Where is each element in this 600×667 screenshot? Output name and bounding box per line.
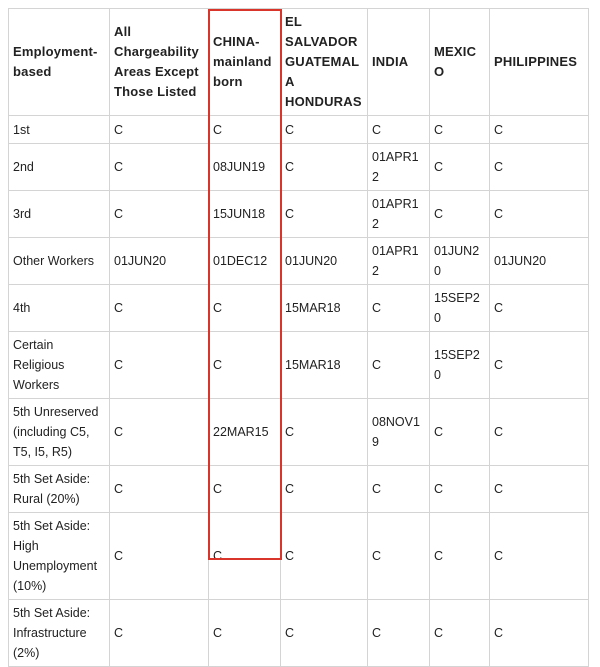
table-cell: C bbox=[281, 116, 368, 144]
header-india: INDIA bbox=[368, 9, 430, 116]
table-cell: C bbox=[281, 399, 368, 466]
table-cell: C bbox=[368, 513, 430, 600]
table-cell: 01APR12 bbox=[368, 238, 430, 285]
table-row bbox=[9, 116, 589, 144]
row-label: 5th Set Aside: Rural (20%) bbox=[9, 466, 110, 513]
table-row bbox=[9, 466, 589, 513]
table-cell: C bbox=[110, 466, 209, 513]
table-cell: C bbox=[110, 600, 209, 667]
table-cell: C bbox=[490, 399, 589, 466]
row-label: 5th Set Aside: Infrastructure (2%) bbox=[9, 600, 110, 667]
table-cell: C bbox=[209, 116, 281, 144]
table-cell: 15SEP20 bbox=[430, 285, 490, 332]
table-row bbox=[9, 513, 589, 600]
row-label: Other Workers bbox=[9, 238, 110, 285]
table-cell: C bbox=[368, 285, 430, 332]
row-label: 4th bbox=[9, 285, 110, 332]
table-cell: 01DEC12 bbox=[209, 238, 281, 285]
header-row bbox=[9, 9, 589, 116]
header-employment-based: Employment-based bbox=[9, 9, 110, 116]
table-cell: C bbox=[490, 513, 589, 600]
table-row bbox=[9, 144, 589, 191]
table-cell: C bbox=[281, 191, 368, 238]
row-label: 1st bbox=[9, 116, 110, 144]
table-row bbox=[9, 399, 589, 466]
table-cell: 08NOV19 bbox=[368, 399, 430, 466]
row-label: 3rd bbox=[9, 191, 110, 238]
table-row bbox=[9, 285, 589, 332]
table-cell: C bbox=[281, 600, 368, 667]
table-cell: C bbox=[430, 399, 490, 466]
table-cell: C bbox=[281, 144, 368, 191]
table-cell: C bbox=[110, 332, 209, 399]
table-cell: C bbox=[490, 116, 589, 144]
table-cell: C bbox=[490, 466, 589, 513]
row-label: Certain Religious Workers bbox=[9, 332, 110, 399]
row-label: 2nd bbox=[9, 144, 110, 191]
table-cell: C bbox=[110, 285, 209, 332]
table-cell: C bbox=[430, 116, 490, 144]
header-philippines: PHILIPPINES bbox=[490, 9, 589, 116]
table-cell: C bbox=[209, 332, 281, 399]
table-cell: 01APR12 bbox=[368, 144, 430, 191]
header-mexico: MEXICO bbox=[430, 9, 490, 116]
table-cell: 15JUN18 bbox=[209, 191, 281, 238]
table-cell: C bbox=[110, 399, 209, 466]
header-el-salvador-guatemala-honduras: EL SALVADOR GUATEMALA HONDURAS bbox=[281, 9, 368, 116]
table-cell: 15SEP20 bbox=[430, 332, 490, 399]
header-all-chargeability: All Chargeability Areas Except Those Listed bbox=[110, 9, 209, 116]
table-cell: C bbox=[490, 191, 589, 238]
table-cell: 01JUN20 bbox=[490, 238, 589, 285]
table-cell: C bbox=[281, 513, 368, 600]
table-cell: C bbox=[368, 332, 430, 399]
table-cell: C bbox=[430, 144, 490, 191]
table-cell: C bbox=[430, 466, 490, 513]
row-label: 5th Unreserved (including C5, T5, I5, R5) bbox=[9, 399, 110, 466]
table-cell: 01APR12 bbox=[368, 191, 430, 238]
table-cell: C bbox=[209, 466, 281, 513]
table-row bbox=[9, 600, 589, 667]
table-row bbox=[9, 332, 589, 399]
table-cell: C bbox=[110, 513, 209, 600]
table-cell: C bbox=[209, 513, 281, 600]
table-cell: 22MAR15 bbox=[209, 399, 281, 466]
table-cell: C bbox=[490, 285, 589, 332]
table-cell: 01JUN20 bbox=[110, 238, 209, 285]
table-cell: C bbox=[430, 513, 490, 600]
table-cell: 15MAR18 bbox=[281, 285, 368, 332]
table-cell: C bbox=[110, 191, 209, 238]
table-cell: 08JUN19 bbox=[209, 144, 281, 191]
table-cell: 01JUN20 bbox=[281, 238, 368, 285]
table-cell: 01JUN20 bbox=[430, 238, 490, 285]
table-cell: C bbox=[430, 191, 490, 238]
visa-bulletin-table bbox=[8, 8, 589, 667]
table-cell: C bbox=[490, 600, 589, 667]
table-cell: C bbox=[110, 144, 209, 191]
table-cell: C bbox=[368, 116, 430, 144]
table-cell: C bbox=[490, 332, 589, 399]
table-cell: 15MAR18 bbox=[281, 332, 368, 399]
table-cell: C bbox=[110, 116, 209, 144]
table-cell: C bbox=[281, 466, 368, 513]
table-cell: C bbox=[209, 285, 281, 332]
table-cell: C bbox=[368, 466, 430, 513]
table-row bbox=[9, 191, 589, 238]
table-cell: C bbox=[490, 144, 589, 191]
table-cell: C bbox=[368, 600, 430, 667]
table-row bbox=[9, 238, 589, 285]
header-china: CHINA-mainland born bbox=[209, 9, 281, 116]
table-cell: C bbox=[430, 600, 490, 667]
table-body bbox=[9, 116, 589, 667]
row-label: 5th Set Aside: High Unemployment (10%) bbox=[9, 513, 110, 600]
table-cell: C bbox=[209, 600, 281, 667]
